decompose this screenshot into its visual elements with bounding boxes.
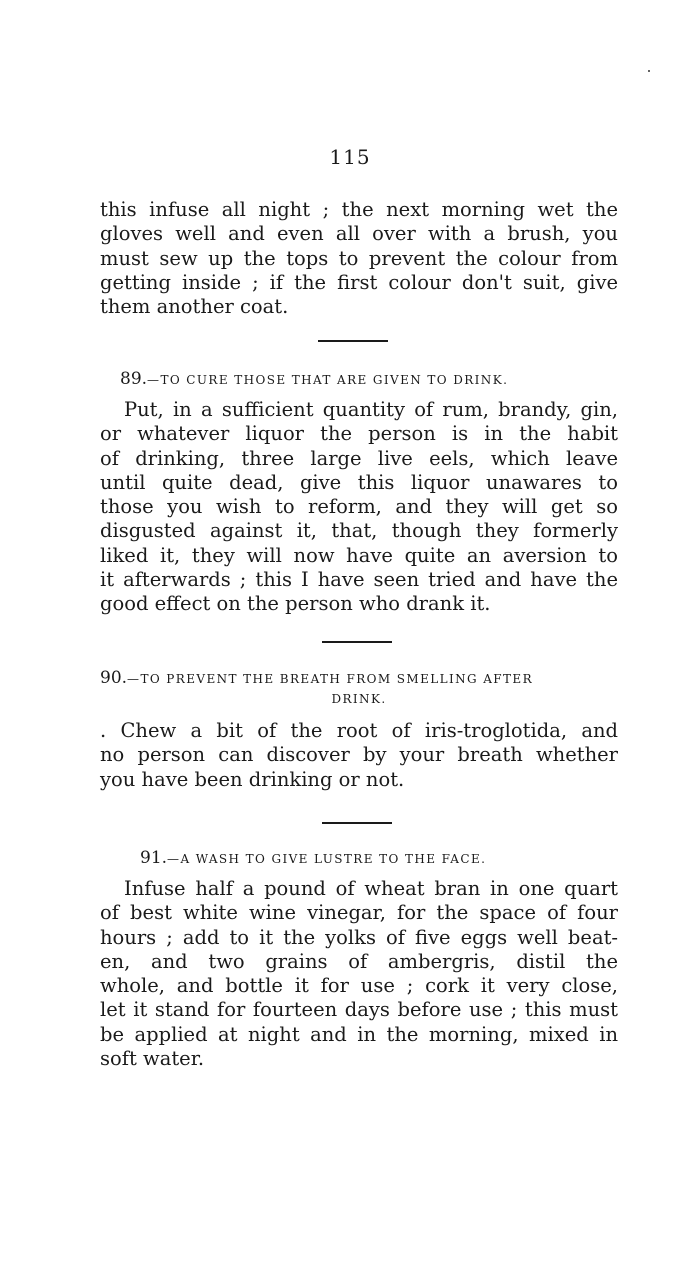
section-title: —TO CURE THOSE THAT ARE GIVEN TO DRINK. [147, 373, 509, 387]
text-line: getting inside ; if the first colour don't suit, give [100, 270, 618, 294]
section-heading-91 [100, 849, 618, 868]
text-line: until quite dead, give this liquor unawares to [100, 470, 618, 494]
text-line: this infuse all night ; the next morning wet the [100, 198, 618, 221]
text-line: them another coat. [100, 295, 289, 319]
section-body-91 [100, 877, 618, 1071]
section-number: 91. [140, 848, 168, 868]
text-line: disgusted against it, that, though they formerly [100, 519, 618, 543]
text-line: hours ; add to it the yolks of five eggs well beat- [100, 925, 618, 949]
text-line: soft water. [100, 1047, 205, 1071]
text-line: . Chew a bit of the root of iris-troglotida, and [100, 719, 618, 742]
section-divider [322, 641, 392, 643]
section-number: 90. [100, 668, 128, 688]
text-line: you have been drinking or not. [100, 767, 405, 791]
text-line: of best white wine vinegar, for the space of four [100, 901, 618, 925]
section-heading-90 [100, 669, 618, 688]
section-divider [322, 822, 392, 824]
text-line: whole, and bottle it for use ; cork it very close, [100, 974, 618, 998]
text-line: of drinking, three large live eels, which leave [100, 446, 618, 470]
section-body-89 [100, 398, 618, 617]
page-number: 115 [329, 145, 371, 169]
text-line: be applied at night and in the morning, mixed in [100, 1022, 618, 1046]
text-line: or whatever liquor the person is in the habit [100, 422, 618, 446]
section-title-continued: DRINK. [331, 692, 387, 706]
continuation-paragraph [100, 198, 618, 319]
text-line: gloves well and even all over with a brush, you [100, 222, 618, 246]
text-line: good effect on the person who drank it. [100, 592, 491, 616]
section-body-90 [100, 719, 618, 792]
section-title: —A WASH TO GIVE LUSTRE TO THE FACE. [167, 852, 487, 866]
section-title: —TO PREVENT THE BREATH FROM SMELLING AFTER [127, 672, 534, 686]
text-line: Infuse half a pound of wheat bran in one quart [124, 877, 618, 900]
text-line: en, and two grains of ambergris, distil the [100, 949, 618, 973]
ink-speck [648, 70, 650, 72]
section-number: 89. [120, 369, 148, 389]
text-line: it afterwards ; this I have seen tried and have the [100, 568, 618, 592]
section-heading-90-continued [100, 690, 618, 708]
text-line: those you wish to reform, and they will get so [100, 495, 618, 519]
section-divider [318, 340, 388, 342]
section-heading-89 [100, 370, 618, 389]
text-line: must sew up the tops to prevent the colour from [100, 246, 618, 270]
text-line: liked it, they will now have quite an aversion to [100, 543, 618, 567]
text-line: Put, in a sufficient quantity of rum, brandy, gin, [124, 398, 618, 421]
text-line: no person can discover by your breath whether [100, 743, 618, 767]
text-line: let it stand for fourteen days before use ; this must [100, 998, 618, 1022]
